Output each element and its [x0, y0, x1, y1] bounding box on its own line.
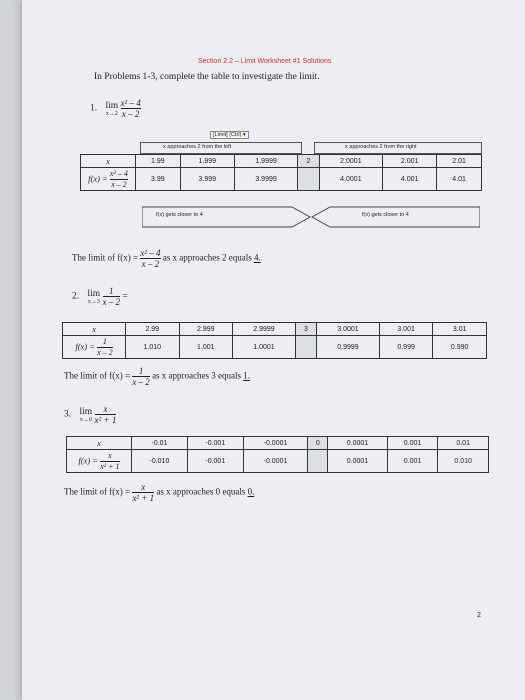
worksheet-page	[22, 0, 525, 700]
x-cell: -0.0001	[243, 437, 308, 450]
worksheet-title: Section 2.2 – Limit Worksheet #1 Solutions	[198, 58, 332, 65]
fx-cell: 1.001	[179, 336, 233, 359]
x-cell: 2.001	[383, 155, 437, 168]
conclusion-problem-2: The limit of f(x) = $\frac{1}{x - 2}$ as x approaches 3 equals 1.	[64, 366, 251, 387]
table-problem-3	[66, 436, 489, 473]
function-label: f(x) = $\frac{1}{x - 2}$	[63, 336, 126, 359]
x-cell: 1.999	[180, 155, 234, 168]
page-number: 2	[477, 612, 481, 619]
x-cell: 0	[308, 437, 328, 450]
table-row-fx	[63, 336, 487, 359]
fx-cell: 4.0001	[319, 168, 382, 191]
limit-operator: lim x→3	[87, 288, 101, 305]
x-cell: 2	[298, 155, 319, 168]
fx-cell: 1.010	[126, 336, 180, 359]
left-approach-arrow: x approaches 2 from the left	[140, 142, 302, 154]
left-arrow-text: f(x) gets closer to 4	[156, 212, 203, 218]
table-row-fx	[81, 168, 482, 191]
problem-number: 1.	[90, 103, 98, 114]
fx-cell: 0.010	[438, 450, 489, 473]
fx-cell: -0.0001	[243, 450, 308, 473]
fx-cell: 0.0001	[328, 450, 387, 473]
x-cell: 2.99	[126, 323, 180, 336]
x-cell: 1.99	[136, 155, 181, 168]
fx-cell: 0.001	[387, 450, 438, 473]
fx-cell: 0.9999	[317, 336, 380, 359]
x-cell: 0.01	[438, 437, 489, 450]
fx-cell: -0.010	[132, 450, 188, 473]
right-arrow-text: f(x) gets closer to 4	[362, 212, 409, 218]
x-cell: 2.01	[437, 155, 482, 168]
limit-operator: lim x→2	[105, 100, 119, 117]
x-cell: 0.0001	[328, 437, 387, 450]
x-cell: 2.0001	[319, 155, 382, 168]
fx-cell: 3.999	[180, 168, 234, 191]
function-label: f(x) = $\frac{x}{\text{x² + 1}}$	[67, 450, 132, 473]
problem-1-heading	[90, 98, 141, 119]
fx-cell	[308, 450, 328, 473]
fx-cell: 4.01	[437, 168, 482, 191]
table-row-x: x 2.99 2.999 2.9999 3 3.0001 3.001 3.01	[63, 323, 487, 336]
function-label: f(x) = $\frac{\text{x² – 4}}{x - 2}$	[81, 168, 136, 191]
fx-cell	[298, 168, 319, 191]
fx-cell: 3.99	[136, 168, 181, 191]
conclusion-problem-1: The limit of f(x) = $\frac{\text{x² – 4}}{x - 2}$ as x approaches 2 equals 4.	[72, 248, 261, 269]
table-problem-1	[80, 154, 482, 191]
x-cell: 2.999	[179, 323, 233, 336]
answer: 0.	[247, 486, 255, 497]
x-cell: 3.0001	[317, 323, 380, 336]
x-cell: -0.01	[132, 437, 188, 450]
limit-fraction: $\frac{\text{x² – 4}}{x - 2}$	[120, 98, 141, 119]
fx-cell: 4.001	[383, 168, 437, 191]
x-cell: 1.9999	[234, 155, 297, 168]
table-row-x: x -0.01 -0.001 -0.0001 0 0.0001 0.001 0.01	[67, 437, 489, 450]
fx-cell: 0.999	[379, 336, 433, 359]
fx-cell	[295, 336, 316, 359]
problem-3-heading: 3. lim x→0 $\frac{x}{\text{x² + 1}}$	[64, 404, 117, 425]
limit-operator: lim x→0	[79, 406, 93, 423]
x-cell: 3.01	[433, 323, 487, 336]
problem-2-heading: 2. lim x→3 $\frac{1}{x - 2}$ =	[72, 286, 128, 307]
fx-cell: 1.0001	[233, 336, 296, 359]
x-cell: -0.001	[187, 437, 243, 450]
x-cell: 3.001	[379, 323, 433, 336]
fx-cell: 3.9999	[234, 168, 297, 191]
x-cell: 0.001	[387, 437, 438, 450]
fx-cell: 0.990	[433, 336, 487, 359]
x-cell: 2.9999	[233, 323, 296, 336]
answer: 4.	[253, 252, 261, 263]
table-row-x: x 1.99 1.999 1.9999 2 2.0001 2.001 2.01	[81, 155, 482, 168]
calculator-limit-label: [Limit] (Ctrl) ▾	[210, 131, 249, 139]
conclusion-problem-3: The limit of f(x) = $\frac{x}{\text{x² + 1}}$ as x approaches 0 equals 0.	[64, 482, 255, 503]
x-cell: 3	[295, 323, 316, 336]
table-row-fx	[67, 450, 489, 473]
answer: 1.	[243, 370, 251, 381]
instructions: In Problems 1-3, complete the table to investigate the limit.	[94, 72, 320, 82]
fx-cell: -0.001	[187, 450, 243, 473]
table-problem-2	[62, 322, 487, 359]
right-approach-arrow: x approaches 2 from the right	[314, 142, 482, 154]
